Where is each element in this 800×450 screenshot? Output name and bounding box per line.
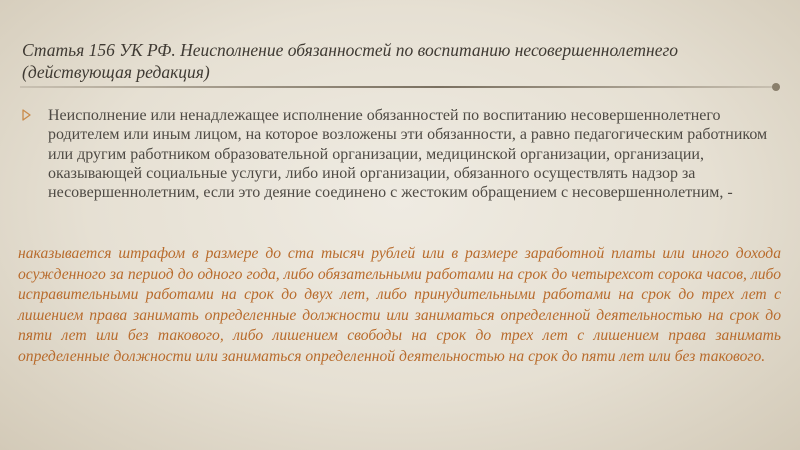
slide-title: Статья 156 УК РФ. Неисполнение обязанностей по воспитанию несовершеннолетнего (действующая редакция) <box>22 40 679 82</box>
bullet-item <box>22 106 774 202</box>
title-divider <box>20 86 780 88</box>
bullet-paragraph: Неисполнение или ненадлежащее исполнение обязанностей по воспитанию несовершеннолетнего родителем или иным лицом, на которое возложены эти обязанности, а равно педагогическим работником или другим работником образовательной организации, медицинской организации, организации, оказывающей социальные услуги, либо иной организации, обязанного осуществлять надзор за несовершеннолетним, если это деяние соединено с жестоким обращением с несовершеннолетним, - <box>48 107 768 202</box>
penalty-paragraph: наказывается штрафом в размере до ста тысяч рублей или в размере заработной платы или иного дохода осужденного за период до одного года, либо обязательными работами на срок до четырехсот сорока часов, либо исправительными работами на срок до двух лет, либо принудительными работами на срок до трех лет с лишением права занимать определенные должности или заниматься определенной деятельностью на срок до пяти лет или без такового, либо лишением свободы на срок до трех лет с лишением права занимать определенные должности или заниматься определенной деятельностью на срок до пяти лет или без такового. <box>18 245 781 365</box>
hollow-arrow-bullet-icon <box>22 109 31 121</box>
